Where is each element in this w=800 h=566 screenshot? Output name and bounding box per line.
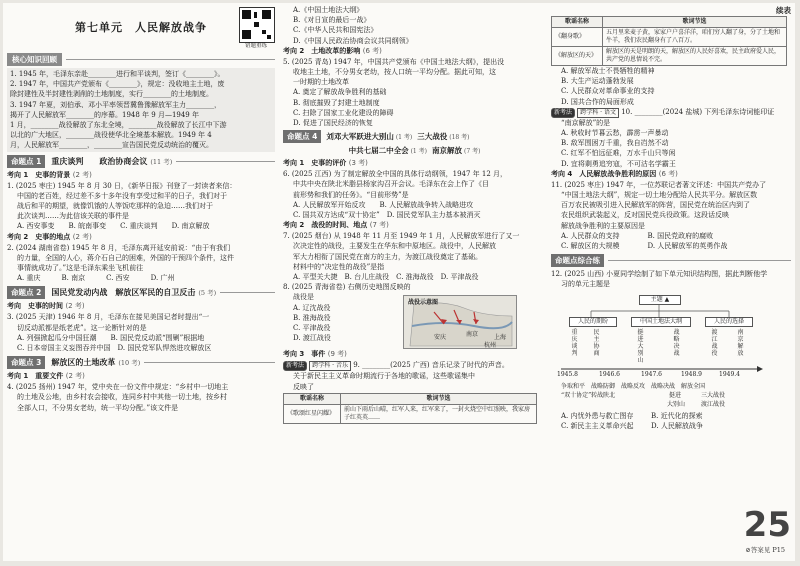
- subtopic-heading: [551, 169, 791, 180]
- subtopic-heading: [283, 220, 541, 231]
- subtopic-count: (2 考): [65, 372, 85, 381]
- answer-option[interactable]: A. 解放军战士不畏牺牲的精神: [561, 67, 655, 75]
- section-title: 中共七届二中全会: [348, 146, 409, 156]
- answer-option[interactable]: B. 彻底摧毁了封建土地制度: [293, 98, 380, 107]
- core-line: 1. 1945 年，毛泽东亲赴________进行和平谈判，签订《________》。: [10, 70, 225, 78]
- answer-options[interactable]: C. 日本帝国主义妄图吞并中国 D. 国民党军队悍然进攻解放区: [17, 344, 212, 353]
- question-line: “中国土地法大纲”，规定一切土地分配给人民共平分。解放区数: [561, 191, 758, 200]
- answer-option[interactable]: A. 辽沈战役: [293, 303, 331, 312]
- core-label: 核心知识回顾: [7, 53, 62, 66]
- answer-options-row: [551, 411, 741, 421]
- answer-option[interactable]: D. 人民解放战争: [651, 421, 703, 430]
- section-header-4: [283, 130, 541, 143]
- subtopic-count: (7 考): [369, 221, 389, 230]
- subtopic-heading: [283, 158, 541, 169]
- table-cell: 《翻身歌》: [552, 28, 603, 47]
- subtopic-title: 考向 4 人民解放战争胜利的原因: [551, 169, 657, 178]
- subtopic-heading: [7, 371, 275, 382]
- answer-option[interactable]: C. 新民主主义革命兴起: [561, 421, 634, 430]
- question-line: 前形势和我们的任务》。“目前形势”是: [293, 190, 409, 199]
- answer-option[interactable]: B. 大生产运动蓬勃发展: [561, 77, 634, 86]
- table-header: 歌词节选: [603, 17, 787, 28]
- map-title: 战役示意图: [408, 299, 439, 307]
- subtopic-count: (6 考): [362, 46, 382, 55]
- flow-vertical-label: 重庆谈判: [571, 328, 578, 357]
- table-header: 歌谣名称: [552, 17, 603, 28]
- right-column: [551, 5, 791, 431]
- question-line: 收地主土地，不分男女老幼，按人口统一平均分配。据此可知，这: [293, 68, 496, 77]
- middle-column: [283, 5, 541, 424]
- answer-option[interactable]: D. 国共合作的局面形成: [561, 97, 634, 106]
- section-count: (1 考): [395, 134, 413, 142]
- timeline-under: 三大战役: [701, 391, 726, 399]
- answer-option[interactable]: D.《中国人民政治协商会议共同纲领》: [293, 36, 413, 45]
- map-label: 南京: [466, 331, 479, 339]
- subtopic-count: (3 考): [348, 159, 368, 168]
- flow-vertical-label: 南京解放: [737, 328, 744, 357]
- flow-vertical-label: 民主协商: [593, 328, 600, 357]
- section-label: 命题点 3: [7, 356, 45, 369]
- song-table: [283, 393, 537, 424]
- answer-options[interactable]: A. 重庆 B. 南京 C. 西安 D. 广州: [17, 274, 175, 283]
- question-line: 次决定性的战役，主要发生在华东和中原地区。战役中，人民解放: [293, 242, 496, 251]
- timeline-under: “双十协定”转战陕北: [561, 391, 616, 399]
- flow-vertical-label: 挺进大别山: [637, 328, 644, 364]
- question-line: [551, 107, 791, 118]
- cross-subject-tag: 跨学科 · 音乐: [309, 361, 351, 371]
- answer-option[interactable]: B. 近代化的探索: [651, 411, 703, 420]
- answer-option[interactable]: A. 秋收时节暮云愁，霹雳一声暴动: [561, 129, 669, 138]
- answer-options[interactable]: C. 国共双方达成“双十协定” D. 国民党军队主力基本被消灭: [293, 211, 481, 220]
- answer-option[interactable]: C. 红军不怕远征难，万水千山只等闲: [561, 149, 676, 158]
- subtopic-heading: [7, 301, 275, 312]
- map-label: 安庆: [434, 334, 447, 342]
- core-line: 3. 1947 年夏，刘伯承、邓小平率领晋冀鲁豫解放军主力________，: [10, 100, 221, 109]
- question-line: [283, 360, 541, 371]
- answer-option[interactable]: A. 奠定了解放战争胜利的基础: [293, 88, 387, 97]
- subtopic-heading: [283, 46, 541, 57]
- question-line: 中共中央在陕北米脂县杨家沟召开会议。毛泽东在会上作了《目: [293, 180, 489, 189]
- table-cell: 解放区的天是明朗的天，解放区的人民好喜欢，民主政府爱人民，共产党的恩情说不完。: [603, 47, 787, 66]
- question-line: 事情就成功了。”这是毛泽东乘坐飞机前往: [17, 264, 144, 273]
- subtopic-heading: [283, 349, 541, 360]
- section-label: 命题点 2: [7, 286, 45, 299]
- subtopic-title: 考向 2 战役的时间、地点: [283, 221, 368, 230]
- song-table-continued: [551, 16, 787, 66]
- answer-page-ref: ⊘答案见 P15: [745, 546, 785, 554]
- section-count: (1 考): [410, 148, 427, 156]
- question-line: 一时期的土地改革: [293, 78, 349, 87]
- answer-options[interactable]: A. 人民群众的支持 B. 国民党政府的腐败: [561, 231, 714, 240]
- question-line: 切反动派都是纸老虎”。这一论断针对的是: [17, 323, 147, 332]
- subtopic-title: 考向 2 史事的地点: [7, 232, 71, 241]
- subtopic-count: (2 考): [72, 232, 92, 241]
- question-line: 3. (2025 天津) 1946 年 8 月，毛泽东在接见美国记者时提出“一: [7, 313, 210, 322]
- question-line: 军大力相衔了国民党在南方的主力，为渡江战役奠定了基础。: [293, 252, 482, 261]
- subtopic-title: 考向 1 史事的背景: [7, 170, 71, 179]
- question-line: 此次谈判……为此信该关联的事件是: [17, 212, 129, 221]
- flow-box: 人民的期盼: [569, 317, 617, 327]
- answer-option[interactable]: B. 敌军围困万千重，我自岿然不动: [561, 139, 669, 148]
- subtopic-title: 考向 史事的时间: [7, 302, 63, 311]
- question-line: 关于新民主主义革命时期流行于各地的歌谣，这些歌谣集中: [293, 372, 475, 381]
- timeline-year: 1947.6: [641, 370, 662, 378]
- qr-code[interactable]: [239, 7, 275, 43]
- question-line: 战后和平的期望，就像饥饿的人等饭吃那样的急迫……我们对于: [17, 202, 213, 211]
- answer-option[interactable]: C. 人民群众对革命事业的支持: [561, 87, 655, 96]
- timeline-year: 1945.8: [557, 370, 578, 378]
- answer-option[interactable]: C. 扫除了国家工业化建设的障碍: [293, 108, 394, 117]
- question-line: 的土地及公地，由乡村农会接收，连同乡村中其他一切土地，按乡村: [17, 393, 227, 402]
- subtopic-heading: [7, 170, 275, 181]
- answer-options[interactable]: A. 平型关大捷 B. 台儿庄战役 C. 淮海战役 D. 平津战役: [293, 273, 479, 282]
- answer-option[interactable]: D. 渡江战役: [293, 334, 331, 343]
- section-header-1: [7, 155, 275, 168]
- table-cell: 《解放区的天》: [552, 47, 603, 66]
- section-header-4b: [283, 145, 541, 156]
- question-line: 解放战争胜利的主要原因是: [561, 221, 645, 230]
- core-line: 1 月，________战役解放了东北全境，________战役解放了长江中下游: [10, 121, 227, 130]
- question-line: 1. (2025 枣庄) 1945 年 8 月 30 日，《新华日报》刊登了一封读者来信：: [7, 181, 237, 190]
- answer-option[interactable]: D. 促进了国民经济的恢复: [293, 119, 373, 128]
- section-label: 命题点综合练: [551, 254, 604, 267]
- timeline-under: 挺进: [669, 391, 682, 399]
- question-line: 2. (2024 湖南省卷) 1945 年 8 月，毛泽东离开延安前说：“由于有我们: [7, 243, 231, 252]
- answer-options-row: [551, 421, 741, 431]
- section-count: (10 考): [118, 359, 141, 368]
- question-line: 习的单元主题是: [561, 280, 610, 289]
- timeline-year: 1949.4: [719, 370, 740, 378]
- question-line: 11. (2025 枣庄) 1947 年，一位苏联记者著文评述：中国共产党办了: [551, 180, 767, 189]
- timeline-caption: 争取和平 战略防御 战略反攻 战略决战 解放全国: [561, 382, 706, 390]
- question-text: 10. ________(2024 盐城) 下列毛泽东诗词能印证: [621, 107, 775, 116]
- question-line: 反映了: [293, 382, 314, 391]
- subtopic-heading: [7, 232, 275, 243]
- answer-option[interactable]: A. 内忧外患与救亡图存: [561, 411, 634, 420]
- section-count: (7 考): [464, 148, 481, 156]
- question-line: “南京解放”的是: [561, 118, 611, 127]
- question-line: 6. (2025 江西) 为了制定解放全中国的具体行动纲领，1947 年 12 月，: [283, 170, 508, 179]
- left-column: [7, 5, 275, 413]
- core-line: 2. 1947 年，中国共产党颁布《________》，规定：没收地主土地，废: [10, 80, 225, 89]
- question-line: 5. (2025 青岛) 1947 年，中国共产党颁布《中国土地法大纲》，提出没: [283, 57, 505, 66]
- section-label: 命题点 4: [283, 130, 321, 143]
- section-header-3: [7, 356, 275, 369]
- section-label: 命题点 1: [7, 155, 45, 168]
- question-line: 战役是: [293, 293, 314, 302]
- section-count: (18 考): [449, 134, 470, 142]
- exam-page: [3, 3, 795, 561]
- answer-option[interactable]: B.《对日宣的最后一战》: [293, 16, 371, 25]
- section-header-2: [7, 286, 275, 299]
- question-line: 4. (2025 扬州) 1947 年，党中央在一份文件中规定：“乡村中一切地主: [7, 383, 229, 392]
- subtopic-count: (2 考): [65, 302, 85, 311]
- timeline-year: 1948.9: [681, 370, 702, 378]
- section-title: 解放区的土地改革: [51, 358, 116, 368]
- battle-map: [403, 295, 517, 349]
- section-header-5: [551, 254, 791, 267]
- answer-option[interactable]: C.《中华人民共和国宪法》: [293, 26, 378, 35]
- question-line: 的力量，全国的人心，蒋介石自己的困难，外国的干预四个条件，这件: [17, 253, 234, 262]
- new-method-tag: 新考法: [283, 361, 307, 371]
- knowledge-flowchart: [551, 293, 791, 411]
- core-review-box: [7, 68, 275, 152]
- section-title: 国民党发动内战 解放区军民的自卫反击: [51, 288, 196, 298]
- cross-subject-tag: 跨学科 · 语文: [577, 108, 619, 118]
- subtopic-count: (2 考): [72, 170, 92, 179]
- unit-title: 第七单元 人民解放战争: [75, 21, 207, 34]
- answer-options[interactable]: A. 人民解放军开始反攻 B. 人民解放战争转入战略进攻: [293, 200, 474, 209]
- core-line: 除封建性及半封建性剥削的土地制度，实行________的土地制度。: [10, 90, 213, 99]
- answer-options[interactable]: A. 列强掀起瓜分中国狂潮 B. 国民党反动派“围剿”根据地: [17, 333, 205, 342]
- answer-options[interactable]: A. 西安事变 B. 皖南事变 C. 重庆谈判 D. 南京解放: [17, 222, 210, 231]
- table-header: 歌词节选: [341, 393, 537, 404]
- new-method-tag: 新考法: [551, 108, 575, 118]
- map-label: 杭州: [484, 342, 497, 350]
- section-count: (5 考): [198, 289, 217, 298]
- section-title: 刘邓大军跃进大别山: [326, 132, 394, 142]
- subtopic-count: (6 考): [658, 169, 678, 178]
- core-line: 揭开了人民解放军________的序幕。1948 年 9 月—1949 年: [10, 110, 199, 119]
- flow-box: 中国土地法大纲: [631, 317, 691, 327]
- question-line: 12. (2025 山西) 小夏同学绘制了如下单元知识结构图，据此判断他学: [551, 270, 768, 279]
- timeline-under: 渡江战役: [701, 400, 726, 408]
- flow-vertical-label: 渡江战役: [711, 328, 718, 357]
- question-line: 8. (2025 青海省卷) 右侧历史地图反映的: [283, 283, 411, 292]
- question-line: 百万农民被吸引进入民解放军的阵营，国民党在统治区内到了: [561, 201, 750, 210]
- flow-box: 人民的选择: [705, 317, 753, 327]
- question-text: 9. ________(2025 广西) 音乐记录了时代的声音。: [353, 361, 509, 370]
- flow-topic-box: 主题 ▲: [639, 295, 681, 305]
- section-count: (11 考): [150, 157, 173, 166]
- core-header: [7, 53, 275, 66]
- subtopic-title: 考向 2 土地改革的影响: [283, 46, 361, 55]
- section-title: 重庆谈判 政治协商会议: [51, 156, 148, 166]
- table-cell: 五月里来麦子黄，家家户户喜洋洋，咱们穷人翻了身，分了土地和牛羊，我们农民翻身有了八百万。: [603, 28, 787, 47]
- page-number-large: 25: [743, 505, 791, 545]
- question-line: 全部人口，不分男女老幼，统一平均分配。”该文件是: [17, 403, 179, 412]
- answer-option[interactable]: A.《中国土地法大纲》: [293, 6, 364, 14]
- qr-label: 错题重练: [244, 43, 267, 49]
- question-line: 农民组织武装起义，反对国民党兵役政策。这段话反映: [561, 211, 729, 220]
- flow-vertical-label: 战略决战: [673, 328, 680, 357]
- timeline-under: 大别山: [667, 400, 686, 408]
- question-line: 中国的老百姓，经过差不多十多年没有享受过和平的日子，我们对于: [17, 191, 227, 200]
- subtopic-title: 考向 1 重要文件: [7, 372, 64, 381]
- table-cell: 《歌颂红星闪耀》: [284, 404, 341, 423]
- subtopic-count: (9 考): [327, 350, 347, 359]
- core-line: 月，人民解放军________，________宣告国民党反动统治的覆灭。: [10, 141, 213, 150]
- timeline-year: 1946.6: [599, 370, 620, 378]
- core-line: 以北的广大地区，________战役使华北全境基本解放。1949 年 4: [10, 131, 212, 140]
- table-cell: 前山下雨后山晴，红军人来，红军来了，一封火烧空中红照映，我家房子红英英……: [341, 404, 537, 423]
- subtopic-title: 考向 3 事件: [283, 350, 326, 359]
- answer-option[interactable]: B. 淮海战役: [293, 313, 331, 322]
- question-line: 7. (2025 烟台) 从 1948 年 11 月至 1949 年 1 月，人民解放军进行了又一: [283, 232, 520, 241]
- section-title: 三大战役: [417, 132, 448, 142]
- answer-option[interactable]: C. 平津战役: [293, 324, 331, 333]
- answer-option[interactable]: D. 宜将剩勇追穷寇，不可沽名学霸王: [561, 159, 676, 168]
- subtopic-title: 考向 1 史事的评价: [283, 159, 347, 168]
- map-label: 上海: [494, 334, 507, 342]
- section-title: 南京解放: [432, 146, 462, 156]
- question-line: 材料中的“决定性的战役”是指: [293, 262, 385, 271]
- continued-label: 续表: [776, 6, 791, 15]
- answer-options[interactable]: C. 解放区的大规模 D. 人民解放军的英勇作战: [561, 242, 728, 251]
- table-header: 歌谣名称: [284, 393, 341, 404]
